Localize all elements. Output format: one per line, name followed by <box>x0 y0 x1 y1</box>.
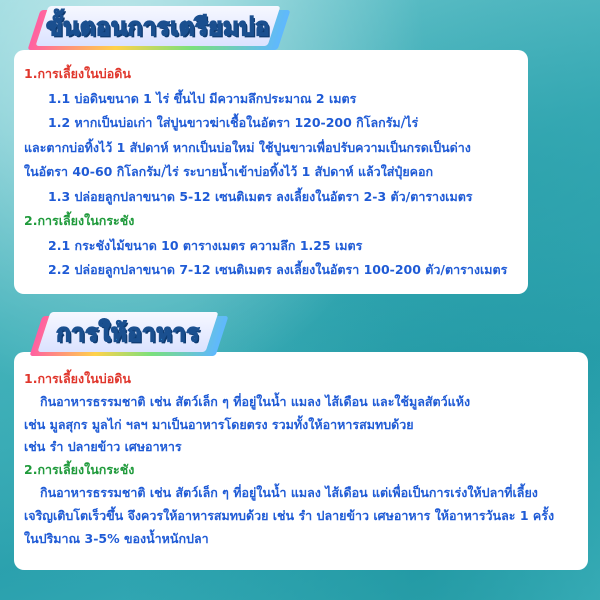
pond-preparation-card <box>14 50 528 294</box>
step-1-2-continued: และตากบ่อทิ้งไว้ 1 สัปดาห์ หากเป็นบ่อใหม่ ใช้ปูนขาวเพื่อปรับความเป็นกรดเป็นด่าง <box>24 139 471 155</box>
feeding-pond-text-3: เช่น รำ ปลายข้าว เศษอาหาร <box>24 439 182 455</box>
feeding-banner <box>44 312 212 352</box>
feeding-pond-heading: 1.การเลี้ยงในบ่อดิน <box>24 371 131 386</box>
feeding-cage-text-1: กินอาหารธรรมชาติ เช่น สัตว์เล็ก ๆ ที่อยู่ในน้ำ แมลง ไส้เดือน แต่เพื่อเป็นการเร่งให้ปลาที่เลี้ยง <box>40 484 538 500</box>
feeding-content <box>24 368 580 550</box>
step-1-2: 1.2 หากเป็นบ่อเก่า ใส่ปูนขาวฆ่าเชื้อในอัตรา 120-200 กิโลกรัม/ไร่ <box>48 115 419 130</box>
earthen-pond-heading: 1.การเลี้ยงในบ่อดิน <box>24 66 131 81</box>
pond-preparation-title: ขั้นตอนการเตรียมบ่อ <box>46 12 270 41</box>
step-1-1: 1.1 บ่อดินขนาด 1 ไร่ ขึ้นไป มีความลึกประมาณ 2 เมตร <box>48 90 357 106</box>
step-1-2-continued-2: ในอัตรา 40-60 กิโลกรัม/ไร่ ระบายน้ำเข้าบ่อทิ้งไว้ 1 สัปดาห์ แล้วใส่ปุ๋ยคอก <box>24 164 434 179</box>
step-2-1: 2.1 กระชังไม้ขนาด 10 ตารางเมตร ความลึก 1.25 เมตร <box>48 237 363 253</box>
cage-heading: 2.การเลี้ยงในกระชัง <box>24 213 135 228</box>
step-2-2: 2.2 ปล่อยลูกปลาขนาด 7-12 เซนติเมตร ลงเลี้ยงในอัตรา 100-200 ตัว/ตารางเมตร <box>48 262 508 277</box>
feeding-cage-heading: 2.การเลี้ยงในกระชัง <box>24 462 135 478</box>
feeding-pond-text-1: กินอาหารธรรมชาติ เช่น สัตว์เล็ก ๆ ที่อยู่ในน้ำ แมลง ไส้เดือน และใช้มูลสัตว์แห้ง <box>40 393 471 409</box>
feeding-cage-text-2: เจริญเติบโตเร็วขึ้น จึงควรให้อาหารสมทบด้วย เช่น รำ ปลายข้าว เศษอาหาร ให้อาหารวันละ 1 ครั้ง <box>24 507 555 523</box>
feeding-pond-text-2: เช่น มูลสุกร มูลไก่ ฯลฯ มาเป็นอาหารโดยตรง รวมทั้งให้อาหารสมทบด้วย <box>24 416 414 432</box>
feeding-card <box>14 352 588 570</box>
pond-preparation-banner <box>42 6 274 46</box>
feeding-cage-text-3: ในปริมาณ 3-5% ของน้ำหนักปลา <box>24 530 209 546</box>
pond-preparation-content <box>24 62 520 283</box>
step-1-3: 1.3 ปล่อยลูกปลาขนาด 5-12 เซนติเมตร ลงเลี้ยงในอัตรา 2-3 ตัว/ตารางเมตร <box>48 188 473 204</box>
feeding-title: การให้อาหาร <box>56 318 200 347</box>
